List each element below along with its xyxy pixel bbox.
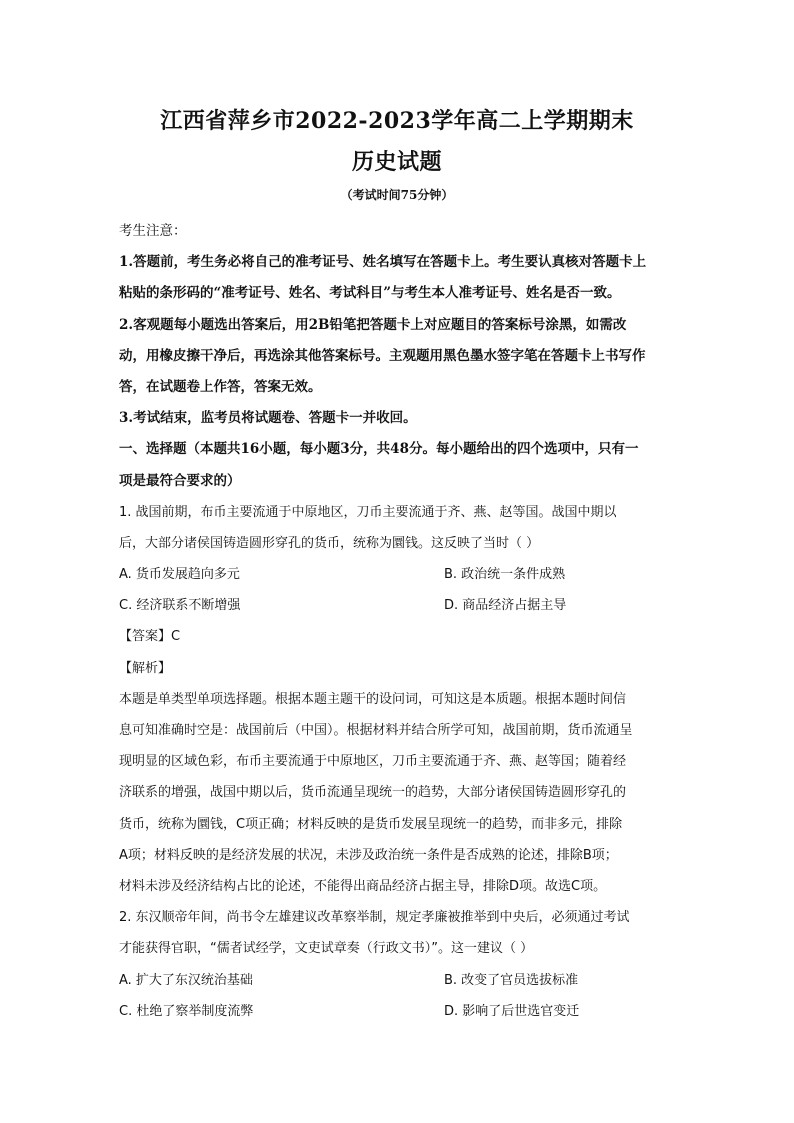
- exam-time: （考试时间75分钟）: [340, 188, 454, 202]
- question-2-stem-cont: 才能获得官职，“儒者试经学，文吏试章奏（行政文书）”。这一建议（ ）: [119, 941, 534, 957]
- question-2-option-a: A. 扩大了东汉统治基础: [119, 972, 253, 988]
- notice-line: 3.考试结束，监考员将试题卷、答题卡一并收回。: [119, 410, 417, 427]
- question-1-options-row: [119, 590, 679, 621]
- analysis-line: A项；材料反映的是经济发展的状况，未涉及政治统一条件是否成熟的论述，排除B项；: [119, 847, 618, 863]
- analysis-line: 现明显的区域色彩，布币主要流通于中原地区，刀币主要流通于齐、燕、赵等国；随着经: [119, 754, 627, 770]
- notice-line: 粘贴的条形码的“准考证号、姓名、考试科目”与考生本人准考证号、姓名是否一致。: [119, 285, 621, 302]
- section-heading-cont: 项是最符合要求的）: [119, 472, 241, 489]
- analysis-line: 本题是单类型单项选择题。根据本题主题干的设问词，可知这是本质题。根据本题时间信: [119, 691, 627, 707]
- question-1-stem: 1. 战国前期，布币主要流通于中原地区，刀币主要流通于齐、燕、赵等国。战国中期以: [119, 504, 617, 520]
- question-1-option-b: B. 政治统一条件成熟: [444, 567, 566, 583]
- question-1-option-a: A. 货币发展趋向多元: [119, 567, 240, 583]
- question-2-option-d: D. 影响了后世选官变迁: [444, 1003, 580, 1019]
- question-2-option-b: B. 改变了官员选拔标准: [444, 972, 579, 988]
- question-2-option-c: C. 杜绝了察举制度流弊: [119, 1003, 254, 1019]
- analysis-line: 息可知准确时空是：战国前后（中国）。根据材料并结合所学可知，战国前期，货币流通呈: [119, 723, 633, 738]
- analysis-line: 货币，统称为圜钱，C项正确；材料反映的是货币发展呈现统一的趋势，而非多元，排除: [119, 816, 623, 832]
- question-1-analysis-label: 【解析】: [119, 660, 172, 676]
- question-2-options-row: [119, 965, 679, 996]
- question-1-answer: 【答案】C: [119, 629, 181, 645]
- question-1-option-d: D. 商品经济占据主导: [444, 598, 567, 614]
- question-1-options-row: [119, 559, 679, 590]
- notice-line: 2.客观题每小题选出答案后，用2B铅笔把答题卡上对应题目的答案标号涂黑，如需改: [119, 316, 627, 333]
- exam-content: [119, 216, 679, 1027]
- exam-title: 江西省萍乡市2022-2023学年高二上学期期末: [160, 108, 634, 134]
- analysis-line: 材料未涉及经济结构占比的论述，不能得出商品经济占据主导，排除D项。故选C项。: [119, 878, 607, 894]
- notice-heading: 考生注意：: [119, 223, 187, 239]
- section-heading: 一、选择题（本题共16小题，每小题3分，共48分。每小题给出的四个选项中，只有一: [119, 441, 639, 458]
- question-2-options-row: [119, 996, 679, 1027]
- question-1-stem-cont: 后，大部分诸侯国铸造圆形穿孔的货币，统称为圜钱。这反映了当时（ ）: [119, 535, 540, 551]
- notice-line: 答，在试题卷上作答，答案无效。: [119, 378, 322, 395]
- question-2-stem: 2. 东汉顺帝年间，尚书令左雄建议改革察举制，规定孝廉被推举到中央后，必须通过考试: [119, 910, 630, 926]
- notice-line: 1.答题前，考生务必将自己的准考证号、姓名填写在答题卡上。考生要认真核对答题卡上: [119, 254, 647, 271]
- analysis-line: 济联系的增强，战国中期以后，货币流通呈现统一的趋势，大部分诸侯国铸造圆形穿孔的: [119, 785, 627, 801]
- question-1-option-c: C. 经济联系不断增强: [119, 598, 241, 614]
- notice-line: 动，用橡皮擦干净后，再选涂其他答案标号。主观题用黑色墨水签字笔在答题卡上书写作: [119, 347, 646, 364]
- exam-subject-title: 历史试题: [351, 149, 442, 175]
